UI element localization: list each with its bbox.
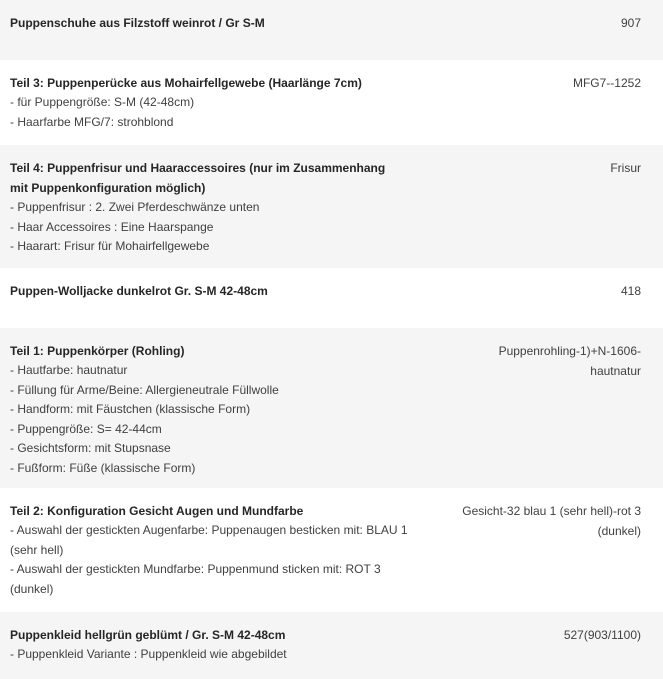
order-item-description <box>10 625 410 665</box>
order-item-sku: Puppenrohling-1)+N-1606-hautnatur <box>498 344 641 378</box>
order-item-sku: 418 <box>620 284 641 298</box>
option-line: - Fußform: Füße (klassische Form) <box>10 460 196 475</box>
option-line: - Auswahl der gestickten Mundfarbe: Puppenmund sticken mit: ROT 3 (dunkel) <box>10 562 381 596</box>
order-item-options <box>10 645 410 665</box>
order-item <box>0 488 663 612</box>
order-item-title: Puppenschuhe aus Filzstoff weinrot / Gr S-M <box>10 16 265 30</box>
order-item-sku: MFG7--1252 <box>572 76 641 90</box>
order-item-title: Teil 4: Puppenfrisur und Haaraccessoires (nur im Zusammenhang mit Puppenkonfiguration möglich) <box>10 161 386 195</box>
order-item-options <box>10 361 410 478</box>
order-item <box>0 145 663 268</box>
option-line: - für Puppengröße: S-M (42-48cm) <box>10 95 195 109</box>
option-line: - Gesichtsform: mit Stupsnase <box>10 441 171 455</box>
option-line: - Handform: mit Fäustchen (klassische Form) <box>10 402 251 416</box>
order-item-title: Puppenkleid hellgrün geblümt / Gr. S-M 42-48cm <box>10 628 286 642</box>
option-line: - Haar Accessoires : Eine Haarspange <box>10 219 214 234</box>
option-line: - Puppenfrisur : 2. Zwei Pferdeschwänze unten <box>10 200 260 214</box>
order-item-title: Teil 3: Puppenperücke aus Mohairfellgewebe (Haarlänge 7cm) <box>10 76 362 90</box>
order-item-sku: Gesicht-32 blau 1 (sehr hell)-rot 3 (dunkel) <box>462 504 641 538</box>
order-item-description <box>10 281 410 301</box>
order-item-sku: 527(903/1100) <box>563 628 641 642</box>
order-item <box>0 0 663 60</box>
order-item-options <box>10 198 410 257</box>
order-item-title: Puppen-Wolljacke dunkelrot Gr. S-M 42-48cm <box>10 284 268 298</box>
order-item-description <box>10 341 410 478</box>
order-item <box>0 60 663 145</box>
order-item <box>0 328 663 488</box>
option-line: - Haarfarbe MFG/7: strohblond <box>10 114 174 129</box>
order-item-sku: Frisur <box>610 161 641 175</box>
order-item-description <box>10 73 410 132</box>
order-item <box>0 612 663 679</box>
order-item-description <box>10 501 410 599</box>
order-item-description <box>10 158 410 257</box>
option-line: - Auswahl der gestickten Augenfarbe: Puppenaugen besticken mit: BLAU 1 (sehr hell) <box>10 523 408 557</box>
order-item-options <box>10 521 410 599</box>
order-item-description <box>10 13 410 33</box>
order-item-title: Teil 2: Konfiguration Gesicht Augen und Mundfarbe <box>10 504 304 518</box>
option-line: - Füllung für Arme/Beine: Allergieneutrale Füllwolle <box>10 382 279 397</box>
order-item-title: Teil 1: Puppenkörper (Rohling) <box>10 344 185 358</box>
order-item <box>0 268 663 328</box>
option-line: - Hautfarbe: hautnatur <box>10 363 128 377</box>
option-line: - Haarart: Frisur für Mohairfellgewebe <box>10 239 210 253</box>
order-item-options <box>10 93 410 132</box>
option-line: - Puppengröße: S= 42-44cm <box>10 421 162 436</box>
option-line: - Puppenkleid Variante : Puppenkleid wie abgebildet <box>10 647 287 661</box>
order-item-sku: 907 <box>620 16 641 30</box>
